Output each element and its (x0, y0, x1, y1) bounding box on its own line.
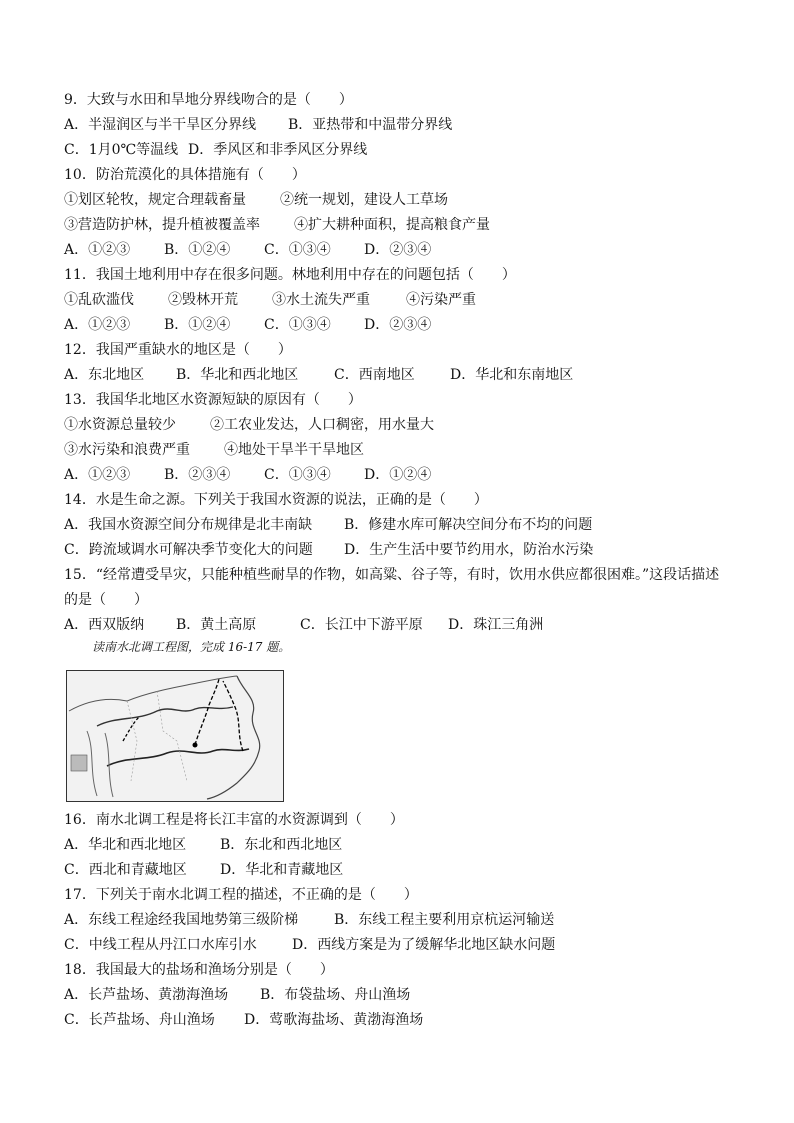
q10-option-c: C．①③④ (264, 242, 331, 258)
q15-option-a: A．西双版纳 (64, 617, 145, 633)
q13-option-b: B．②③④ (164, 467, 231, 483)
q11-option-d: D．②③④ (364, 317, 432, 333)
q9-option-d: D．季风区和非季风区分界线 (188, 142, 368, 158)
q15-option-b: B．黄土高原 (176, 617, 257, 633)
q14-option-d: D．生产生活中要节约用水，防治水污染 (344, 542, 594, 558)
q10-option-d: D．②③④ (364, 242, 432, 258)
q13-item-1: ①水资源总量较少 (64, 417, 176, 433)
map-caption: 读南水北调工程图，完成 16-17 题。 (92, 640, 291, 654)
q18-option-a: A．长芦盐场、黄渤海渔场 (64, 987, 229, 1003)
q12-option-a: A．东北地区 (64, 367, 145, 383)
q10-option-b: B．①②④ (164, 242, 231, 258)
q14-stem: 14．水是生命之源。下列关于我国水资源的说法，正确的是（ ） (64, 492, 488, 508)
q18-option-d: D．莺歌海盐场、黄渤海渔场 (244, 1012, 424, 1028)
q10-item-1: ①划区轮牧，规定合理载畜量 (64, 192, 246, 208)
q9-stem: 9．大致与水田和旱地分界线吻合的是（ ） (64, 92, 353, 108)
q14-option-a: A．我国水资源空间分布规律是北丰南缺 (64, 517, 313, 533)
q13-item-2: ②工农业发达，人口稠密，用水量大 (210, 417, 434, 433)
q12-option-b: B．华北和西北地区 (176, 367, 299, 383)
q11-item-1: ①乱砍滥伐 (64, 292, 134, 308)
q12-stem: 12．我国严重缺水的地区是（ ） (64, 342, 292, 358)
q11-item-3: ③水土流失严重 (272, 292, 370, 308)
q17-option-c: C．中线工程从丹江口水库引水 (64, 937, 257, 953)
q10-item-3: ③营造防护林，提升植被覆盖率 (64, 217, 260, 233)
q9-option-c: C．1月0℃等温线 (64, 142, 179, 158)
q12-option-c: C．西南地区 (334, 367, 415, 383)
q14-option-c: C．跨流域调水可解决季节变化大的问题 (64, 542, 313, 558)
q16-option-d: D．华北和青藏地区 (220, 862, 344, 878)
q16-option-a: A．华北和西北地区 (64, 837, 187, 853)
q16-option-c: C．西北和青藏地区 (64, 862, 187, 878)
q16-stem: 16．南水北调工程是将长江丰富的水资源调到（ ） (64, 812, 404, 828)
q14-option-b: B．修建水库可解决空间分布不均的问题 (344, 517, 593, 533)
q15-stem-line2: 的是（ ） (64, 592, 148, 608)
q13-item-3: ③水污染和浪费严重 (64, 442, 190, 458)
q13-option-c: C．①③④ (264, 467, 331, 483)
q16-option-b: B．东北和西北地区 (220, 837, 343, 853)
map-figure (67, 671, 283, 801)
q10-stem: 10．防治荒漠化的具体措施有（ ） (64, 167, 306, 183)
q18-stem: 18．我国最大的盐场和渔场分别是（ ） (64, 962, 334, 978)
q13-item-4: ④地处干旱半干旱地区 (224, 442, 364, 458)
q15-option-d: D．珠江三角洲 (448, 617, 544, 633)
q18-option-b: B．布袋盐场、舟山渔场 (260, 987, 411, 1003)
q10-item-2: ②统一规划，建设人工草场 (280, 192, 448, 208)
q11-option-a: A．①②③ (64, 317, 131, 333)
q18-option-c: C．长芦盐场、舟山渔场 (64, 1012, 215, 1028)
q15-option-c: C．长江中下游平原 (300, 617, 423, 633)
q13-option-d: D．①②④ (364, 467, 432, 483)
q9-option-b: B．亚热带和中温带分界线 (288, 117, 453, 133)
q11-item-4: ④污染严重 (406, 292, 476, 308)
q13-option-a: A．①②③ (64, 467, 131, 483)
q11-item-2: ②毁林开荒 (168, 292, 238, 308)
q11-option-b: B．①②④ (164, 317, 231, 333)
south-north-water-diversion-map (66, 670, 284, 802)
q10-item-4: ④扩大耕种面积，提高粮食产量 (294, 217, 490, 233)
q17-option-a: A．东线工程途经我国地势第三级阶梯 (64, 912, 299, 928)
q9-option-a: A．半湿润区与半干旱区分界线 (64, 117, 257, 133)
q17-option-b: B．东线工程主要利用京杭运河输送 (334, 912, 555, 928)
q15-stem-line1: 15．“经常遭受旱灾，只能种植些耐旱的作物，如高粱、谷子等，有时，饮用水供应都很困难。”这段话描述 (64, 567, 720, 583)
q13-stem: 13．我国华北地区水资源短缺的原因有（ ） (64, 392, 362, 408)
q11-stem: 11．我国土地利用中存在很多问题。林地利用中存在的问题包括（ ） (64, 267, 516, 283)
q17-option-d: D．西线方案是为了缓解华北地区缺水问题 (292, 937, 556, 953)
q10-option-a: A．①②③ (64, 242, 131, 258)
q17-stem: 17．下列关于南水北调工程的描述，不正确的是（ ） (64, 887, 418, 903)
q12-option-d: D．华北和东南地区 (450, 367, 574, 383)
q11-option-c: C．①③④ (264, 317, 331, 333)
